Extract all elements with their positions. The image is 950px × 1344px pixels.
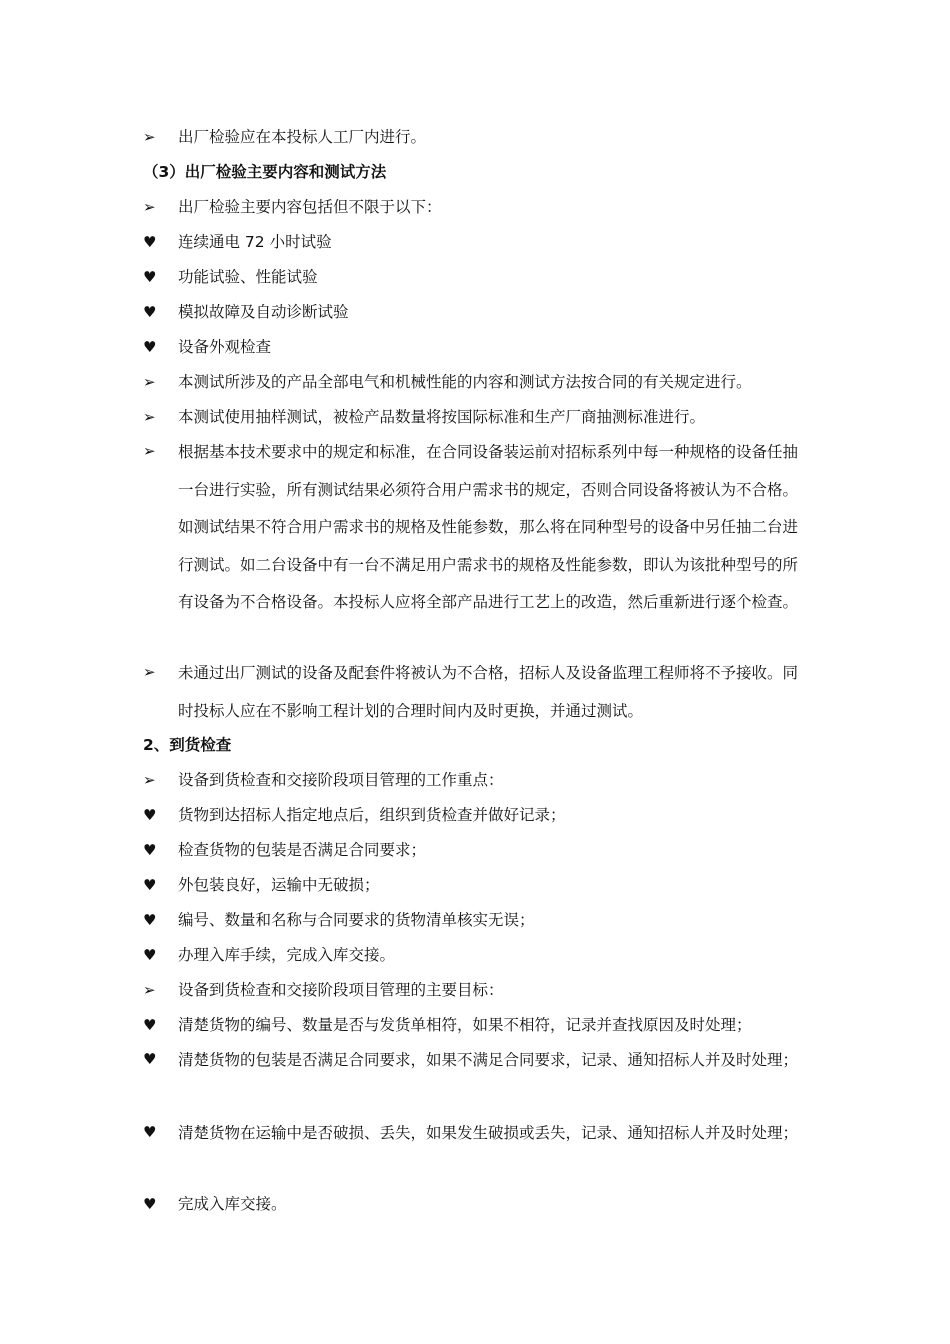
heart-bullet-icon: ♥ (143, 946, 157, 964)
list-item (143, 1042, 813, 1080)
item-text: 检查货物的包装是否满足合同要求； (178, 841, 427, 859)
list-item (143, 1115, 813, 1153)
heart-bullet-icon: ♥ (143, 338, 157, 356)
arrow-bullet-icon: ➢ (143, 128, 156, 146)
arrow-bullet-icon: ➢ (143, 663, 156, 681)
list-item (143, 1008, 813, 1043)
arrow-bullet-icon: ➢ (143, 442, 156, 460)
list-item (143, 330, 813, 365)
list-item (143, 365, 813, 400)
section-heading: 2、到货检查 (143, 736, 232, 754)
item-text: 设备外观检查 (178, 338, 272, 356)
item-text: 模拟故障及自动诊断试验 (178, 303, 349, 321)
item-text: 清楚货物在运输中是否破损、丢失，如果发生破损或丢失，记录、通知招标人并及时处理； (178, 1124, 799, 1142)
heart-bullet-icon: ♥ (143, 1050, 157, 1068)
list-item (143, 833, 813, 868)
heart-bullet-icon: ♥ (143, 303, 157, 321)
item-text: 办理入库手续，完成入库交接。 (178, 946, 396, 964)
arrow-bullet-icon: ➢ (143, 198, 156, 216)
heart-bullet-icon: ♥ (143, 806, 157, 824)
item-text: 本测试使用抽样测试，被检产品数量将按国际标准和生产厂商抽测标准进行。 (178, 408, 706, 426)
item-text: 出厂检验应在本投标人工厂内进行。 (178, 128, 427, 146)
list-item (143, 120, 813, 155)
heart-bullet-icon: ♥ (143, 268, 157, 286)
section-heading: （3）出厂检验主要内容和测试方法 (143, 163, 387, 181)
item-text: 清楚货物的编号、数量是否与发货单相符，如果不相符，记录并查找原因及时处理； (178, 1016, 752, 1034)
item-text: 出厂检验主要内容包括但不限于以下： (178, 198, 442, 216)
item-text: 连续通电 72 小时试验 (178, 233, 332, 251)
list-item (143, 655, 813, 730)
item-text: 清楚货物的包装是否满足合同要求，如果不满足合同要求，记录、通知招标人并及时处理； (178, 1051, 799, 1069)
item-text: 货物到达招标人指定地点后，组织到货检查并做好记录； (178, 806, 566, 824)
item-text: 设备到货检查和交接阶段项目管理的主要目标： (178, 981, 504, 999)
list-item (143, 1187, 813, 1222)
heart-bullet-icon: ♥ (143, 911, 157, 929)
heart-bullet-icon: ♥ (143, 1016, 157, 1034)
list-item (143, 798, 813, 833)
list-item (143, 763, 813, 798)
list-item (143, 973, 813, 1008)
arrow-bullet-icon: ➢ (143, 771, 156, 789)
heart-bullet-icon: ♥ (143, 1123, 157, 1141)
list-item (143, 260, 813, 295)
item-text: 设备到货检查和交接阶段项目管理的工作重点： (178, 771, 504, 789)
item-text: 本测试所涉及的产品全部电气和机械性能的内容和测试方法按合同的有关规定进行。 (178, 373, 752, 391)
list-item (143, 938, 813, 973)
heart-bullet-icon: ♥ (143, 233, 157, 251)
list-item (143, 903, 813, 938)
list-item (143, 868, 813, 903)
list-item (143, 434, 813, 622)
heart-bullet-icon: ♥ (143, 876, 157, 894)
arrow-bullet-icon: ➢ (143, 981, 156, 999)
item-text: 根据基本技术要求中的规定和标准，在合同设备装运前对招标系列中每一种规格的设备任抽一台进行实验，所有测试结果必须符合用户需求书的规定，否则合同设备将被认为不合格。如测试结果不符合用户需求书的规格及性能参数，那么将在同种型号的设备中另任抽二台进行测试。如二台设备中有一台不满足用户需求书的规格及性能参数，即认为该批种型号的所有设备为不合格设备。本投标人应将全部产品进行工艺上的改造，然后重新进行逐个检查。 (178, 443, 799, 611)
item-text: 编号、数量和名称与合同要求的货物清单核实无误； (178, 911, 535, 929)
heart-bullet-icon: ♥ (143, 841, 157, 859)
item-text: 功能试验、性能试验 (178, 268, 318, 286)
list-item (143, 225, 813, 260)
item-text: 未通过出厂测试的设备及配套件将被认为不合格，招标人及设备监理工程师将不予接收。同时投标人应在不影响工程计划的合理时间内及时更换，并通过测试。 (178, 664, 799, 720)
arrow-bullet-icon: ➢ (143, 408, 156, 426)
list-item (143, 400, 813, 435)
item-text: 完成入库交接。 (178, 1195, 287, 1213)
item-text: 外包装良好，运输中无破损； (178, 876, 380, 894)
list-item (143, 190, 813, 225)
list-item (143, 295, 813, 330)
heart-bullet-icon: ♥ (143, 1195, 157, 1213)
arrow-bullet-icon: ➢ (143, 373, 156, 391)
